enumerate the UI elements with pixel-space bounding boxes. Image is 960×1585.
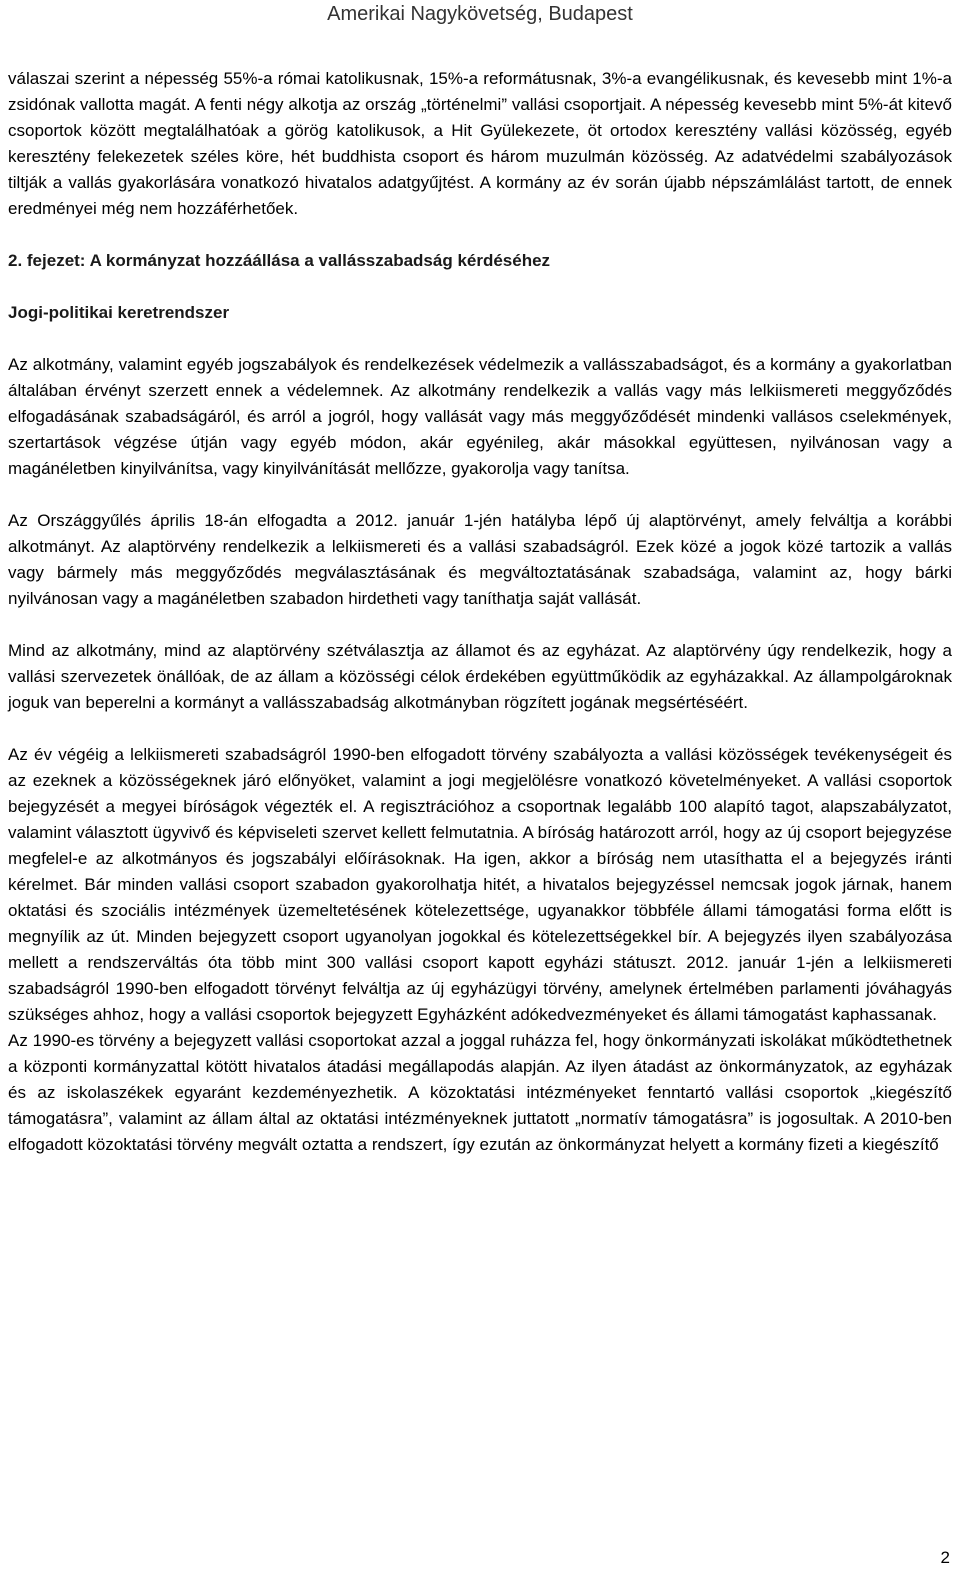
paragraph-schools: Az 1990-es törvény a bejegyzett vallási csoportokat azzal a joggal ruházza fel, hogy önkormányzati iskolákat működtethetnek a központi kormányzattal kötött hivatalos átadási megállapodás alapján. Az ilyen átadást az önkormányzatok, az egyházak és az iskolaszékek egyaránt kezdeményezhetik. A közoktatási intézményeket fenntartó vallási csoportok „kiegészítő támogatásra”, valamint az állam által az oktatási intézményeknek juttatott „normatív támogatásra” is jogosultak. A 2010-ben elfogadott közoktatási törvény megvált oztatta a rendszert, így ezután az önkormányzat helyett a kormány fizeti a kiegészítő xyxy=(8,1031,952,1154)
section-heading: Jogi-politikai keretrendszer xyxy=(8,303,230,322)
paragraph-census: válaszai szerint a népesség 55%-a római katolikusnak, 15%-a reformátusnak, 3%-a evangélikusnak, és kevesebb mint 1%-a zsidónak vallotta magát. A fenti négy alkotja az ország „történelmi” vallási csoportjait. A népesség kevesebb mint 5%-át kitevő csoportok között megtalálhatóak a görög katolikusok, a Hit Gyülekezete, öt ortodox keresztény vallási közösség, egyéb keresztény felekezetek széles köre, hét buddhista csoport és három muzulmán közösség. Az adatvédelmi szabályozások tiltják a vallás gyakorlására vonatkozó hivatalos adatgyűjtést. A kormány az év során újabb népszámlálást tartott, de ennek eredményei még nem hozzáférhetőek. xyxy=(8,69,952,218)
paragraph-constitution: Az alkotmány, valamint egyéb jogszabályok és rendelkezések védelmezik a vallásszabadságot, és a kormány a gyakorlatban általában érvényt szerzett ennek a védelemnek. Az alkotmány rendelkezik a vallás vagy más lelkiismereti meggyőződés elfogadásának szabadságáról, és arról a jogról, hogy vallását vagy más meggyőződését mindenki vallásos cselekmények, szertartások végzése útján vagy egyéb módon, akár egyénileg, akár másokkal együttesen, nyilvánosan vagy a magánéletben kinyilvánítsa, vagy kinyilvánítását mellőzze, gyakorolja vagy tanítsa. xyxy=(8,355,952,478)
header-title: Amerikai Nagykövetség, Budapest xyxy=(327,3,633,25)
paragraph-fundamental-law: Az Országgyűlés április 18-án elfogadta a 2012. január 1-jén hatályba lépő új alaptörvényt, amely felváltja a korábbi alkotmányt. Az alaptörvény rendelkezik a lelkiismereti és a vallási szabadságról. Ezek közé a jogok közé tartozik a vallás vagy bármely más meggyőződés megválasztásának és megváltoztatásának szabadsága, valamint az, hogy bárki nyilvánosan vagy a magánéletben szabadon hirdetheti vagy taníthatja saját vallását. xyxy=(8,511,952,608)
document-body xyxy=(8,66,952,1158)
page-header xyxy=(0,0,960,54)
chapter-heading: 2. fejezet: A kormányzat hozzáállása a vallásszabadság kérdéséhez xyxy=(8,251,551,270)
paragraph-separation: Mind az alkotmány, mind az alaptörvény szétválasztja az államot és az egyházat. Az alaptörvény úgy rendelkezik, hogy a vallási szervezetek önállóak, de az állam a közösségi célok érdekében együttműködik az egyházakkal. Az állampolgároknak joguk van beperelni a kormányt a vallásszabadság alkotmányban rögzített jogának megsértéséért. xyxy=(8,641,952,712)
paragraph-registration: Az év végéig a lelkiismereti szabadságról 1990-ben elfogadott törvény szabályozta a vallási közösségek tevékenységeit és az ezeknek a közösségeknek járó előnyöket, valamint a jogi megjelölésre vonatkozó követelményeket. A vallási csoportok bejegyzését a megyei bíróságok végezték el. A regisztrációhoz a csoportnak legalább 100 alapító tagot, alapszabályzatot, valamint választott ügyvivő és képviseleti szervet kellett felmutatnia. A bíróság határozott arról, hogy az új csoport bejegyzése megfelel-e az alkotmányos és jogszabályi előírásoknak. Ha igen, akkor a bíróság nem utasíthatta el a bejegyzés iránti kérelmet. Bár minden vallási csoport szabadon gyakorolhatja hitét, a hivatalos bejegyzéssel nemcsak jogok járnak, hanem oktatási és szociális intézmények üzemeltetésének kötelezettsége, ugyanakkor többféle állami támogatási forma előtt is megnyílik az út. Minden bejegyzett csoport ugyanolyan jogokkal és kötelezettségekkel bír. A bejegyzés ilyen szabályozása mellett a rendszerváltás óta több mint 300 vallási csoport kapott egyházi státuszt. 2012. január 1-jén a lelkiismereti szabadságról 1990-ben elfogadott törvényt felváltja az új egyházügyi törvény, amelynek értelmében parlamenti jóváhagyás szükséges ahhoz, hogy a vallási csoportok bejegyzett Egyházként adókedvezményeket és állami támogatást kaphassanak. xyxy=(8,745,952,1024)
page-number: 2 xyxy=(940,1548,950,1567)
